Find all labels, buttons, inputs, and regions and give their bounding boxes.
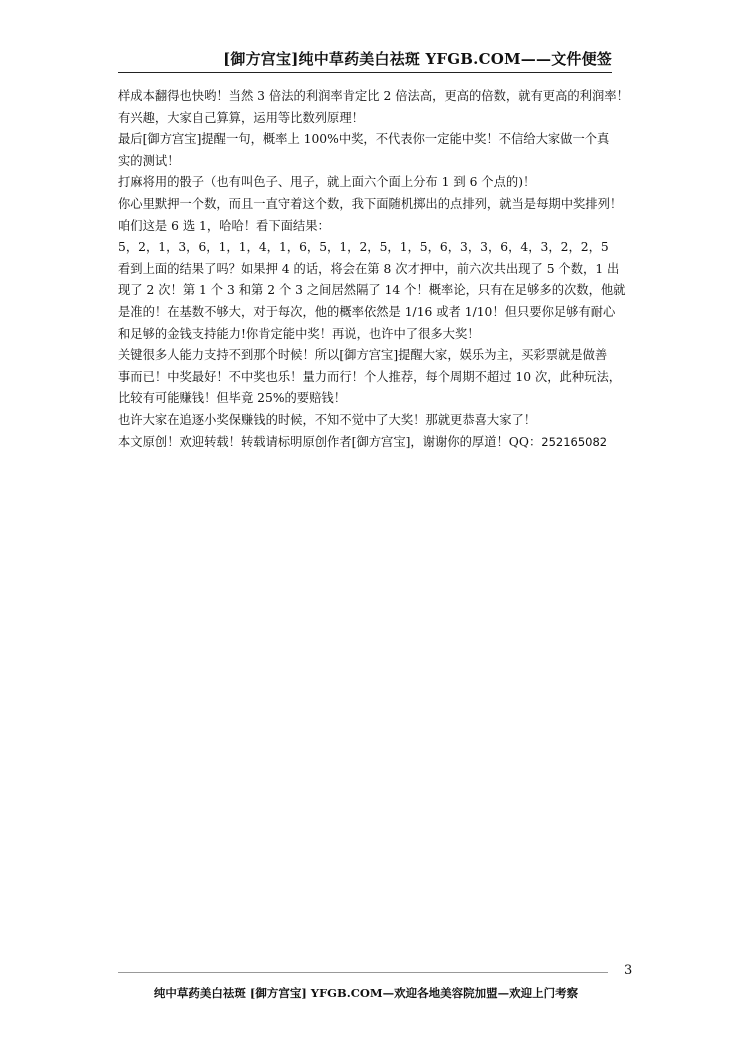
paragraph-line: 是准的！在基数不够大，对于每次，他的概率依然是 1/16 或者 1/10！但只要你足够有耐心 (118, 304, 616, 319)
dice-results-line: 5，2，1，3，6，1，1，4，1，6，5，1，2，5，1，5，6，3，3，6，4，3，2，2，5 (118, 240, 609, 255)
copyright-line (118, 432, 646, 454)
paragraph-line: 最后[御方宫宝]提醒一句，概率上 100%中奖，不代表你一定能中奖！不信给大家做一个真 (118, 132, 610, 147)
paragraph-line: 也许大家在追逐小奖保赚钱的时候，不知不觉中了大奖！那就更恭喜大家了！ (118, 412, 537, 427)
footer-divider (118, 972, 608, 973)
paragraph-line: 关键很多人能力支持不到那个时候！所以[御方宫宝]提醒大家，娱乐为主，买彩票就是做善 (118, 348, 608, 363)
paragraph-line: 现了 2 次！第 1 个 3 和第 2 个 3 之间居然隔了 14 个！概率论，只有在足够多的次数，他就 (118, 283, 626, 298)
paragraph-line: 打麻将用的骰子（也有叫色子、甩子，就上面六个面上分布 1 到 6 个点的)！ (118, 175, 536, 190)
paragraph-line: 看到上面的结果了吗？如果押 4 的话，将会在第 8 次才押中，前六次共出现了 5 个数，1 出 (118, 261, 620, 276)
paragraph-line: 有兴趣，大家自己算算，运用等比数列原理！ (118, 110, 364, 125)
footer-text: 纯中草药美白祛斑 [御方宫宝] YFGB.COM—欢迎各地美容院加盟—欢迎上门考察 (153, 986, 579, 1000)
paragraph-line: 实的测试！ (118, 153, 180, 168)
paragraph-line: 样成本翻得也快哟！当然 3 倍法的利润率肯定比 2 倍法高，更高的倍数，就有更高的利润率！ (118, 89, 629, 103)
page-header-title: [御方宫宝]纯中草药美白祛斑 YFGB.COM——文件便签 (223, 50, 612, 68)
qq-number: 252165082 (541, 434, 608, 449)
article-body (118, 86, 646, 453)
paragraph-line: 和足够的金钱支持能力!你肯定能中奖！再说，也许中了很多大奖！ (118, 326, 480, 341)
paragraph-line: 你心里默押一个数，而且一直守着这个数，我下面随机掷出的点排列，就当是每期中奖排列！ (118, 196, 623, 211)
page-number: 3 (624, 963, 633, 978)
copyright-text: 本文原创！欢迎转载！转载请标明原创作者[御方宫宝]，谢谢你的厚道！QQ： (118, 434, 542, 449)
paragraph-line: 事而已！中奖最好！不中奖也乐！量力而行！个人推荐，每个周期不超过 10 次，此种玩法， (118, 369, 622, 384)
paragraph-line: 咱们这是 6 选 1，哈哈！看下面结果： (118, 218, 330, 233)
paragraph-line: 比较有可能赚钱！但毕竟 25%的要赔钱！ (118, 391, 346, 406)
header-divider (118, 72, 612, 73)
